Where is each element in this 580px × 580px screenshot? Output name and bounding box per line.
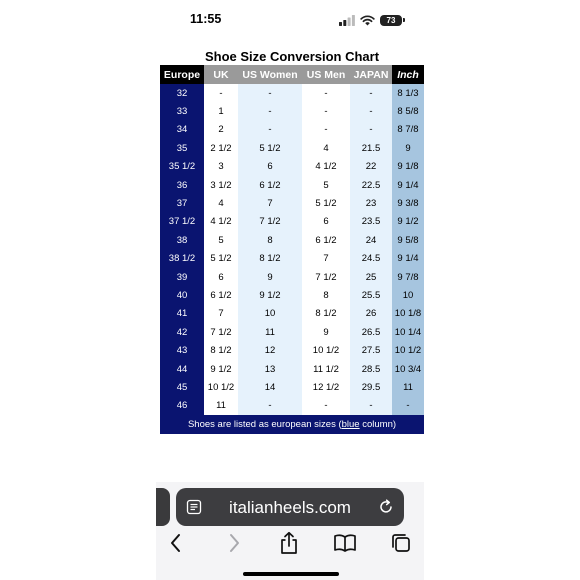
cell-us-men: 5 xyxy=(302,176,350,194)
cell-europe: 38 xyxy=(160,231,204,249)
cell-europe: 39 xyxy=(160,268,204,286)
cell-japan: 26 xyxy=(350,305,392,323)
cell-us-women: 10 xyxy=(238,305,302,323)
cell-europe: 35 xyxy=(160,139,204,157)
wifi-icon xyxy=(360,15,375,26)
cell-us-women: - xyxy=(238,84,302,102)
tabs-icon[interactable] xyxy=(390,532,412,554)
tabs-button[interactable] xyxy=(388,530,414,556)
cell-us-men: 9 xyxy=(302,323,350,341)
cell-inch: 9 1/4 xyxy=(392,250,424,268)
table-row xyxy=(160,121,424,139)
table-row xyxy=(160,158,424,176)
cell-europe: 43 xyxy=(160,341,204,359)
cell-europe: 45 xyxy=(160,378,204,396)
cell-us-men: 7 1/2 xyxy=(302,268,350,286)
cell-us-women: - xyxy=(238,397,302,415)
table-body xyxy=(160,84,424,415)
cell-japan: 24.5 xyxy=(350,250,392,268)
cell-us-men: 8 xyxy=(302,286,350,304)
forward-button[interactable] xyxy=(221,530,247,556)
column-header-europe: Europe xyxy=(160,65,204,84)
cell-inch: 9 1/8 xyxy=(392,158,424,176)
size-conversion-table xyxy=(160,65,424,434)
cell-us-women: 6 xyxy=(238,158,302,176)
cell-uk: 3 1/2 xyxy=(204,176,238,194)
cell-inch: 8 5/8 xyxy=(392,102,424,120)
cell-europe: 46 xyxy=(160,397,204,415)
cell-japan: 26.5 xyxy=(350,323,392,341)
reload-icon[interactable] xyxy=(377,498,395,516)
home-indicator[interactable] xyxy=(243,572,339,576)
table-row xyxy=(160,378,424,396)
cell-inch: 8 7/8 xyxy=(392,121,424,139)
table-footer xyxy=(160,415,424,434)
cell-inch: 11 xyxy=(392,378,424,396)
cell-us-women: 9 xyxy=(238,268,302,286)
table-row xyxy=(160,305,424,323)
cell-uk: 3 xyxy=(204,158,238,176)
address-bar[interactable] xyxy=(176,488,404,526)
cell-japan: 23 xyxy=(350,194,392,212)
cell-japan: 25 xyxy=(350,268,392,286)
status-icons xyxy=(339,13,402,27)
cell-japan: - xyxy=(350,397,392,415)
bookmarks-button[interactable] xyxy=(332,530,358,556)
cell-us-men: 6 xyxy=(302,213,350,231)
cell-us-women: - xyxy=(238,121,302,139)
cell-inch: 10 1/2 xyxy=(392,341,424,359)
forward-icon[interactable] xyxy=(227,533,241,553)
footer-suffix: column) xyxy=(359,419,397,431)
cell-japan: 25.5 xyxy=(350,286,392,304)
browser-bottom-bar xyxy=(156,482,424,580)
table-row xyxy=(160,139,424,157)
cell-us-men: 4 1/2 xyxy=(302,158,350,176)
status-time: 11:55 xyxy=(190,12,222,26)
share-button[interactable] xyxy=(276,530,302,556)
battery-icon xyxy=(380,15,402,26)
cell-us-men: - xyxy=(302,397,350,415)
column-header-uk: UK xyxy=(204,65,238,84)
cell-japan: - xyxy=(350,102,392,120)
url-text[interactable]: italianheels.com xyxy=(229,498,351,517)
chart-title: Shoe Size Conversion Chart xyxy=(204,49,380,64)
table-row xyxy=(160,323,424,341)
cell-europe: 37 xyxy=(160,194,204,212)
cell-inch: 9 5/8 xyxy=(392,231,424,249)
cell-japan: 24 xyxy=(350,231,392,249)
cell-japan: 22 xyxy=(350,158,392,176)
cell-uk: 5 1/2 xyxy=(204,250,238,268)
cell-uk: 4 xyxy=(204,194,238,212)
signal-icon xyxy=(339,15,355,26)
cell-us-men: - xyxy=(302,84,350,102)
column-header-us-women: US Women xyxy=(238,65,302,84)
cell-us-women: 8 1/2 xyxy=(238,250,302,268)
cell-us-men: 11 1/2 xyxy=(302,360,350,378)
previous-tab-handle[interactable] xyxy=(156,488,170,526)
cell-japan: 23.5 xyxy=(350,213,392,231)
cell-us-men: 10 1/2 xyxy=(302,341,350,359)
cell-uk: 10 1/2 xyxy=(204,378,238,396)
cell-europe: 41 xyxy=(160,305,204,323)
back-icon[interactable] xyxy=(169,533,183,553)
cell-inch: 9 3/8 xyxy=(392,194,424,212)
cell-us-men: 4 xyxy=(302,139,350,157)
bookmarks-icon[interactable] xyxy=(333,533,357,553)
cell-europe: 35 1/2 xyxy=(160,158,204,176)
footer-prefix: Shoes are listed as european sizes ( xyxy=(187,419,342,431)
table-row xyxy=(160,286,424,304)
cell-us-women: 7 1/2 xyxy=(238,213,302,231)
cell-us-women: 12 xyxy=(238,341,302,359)
cell-inch: 9 1/4 xyxy=(392,176,424,194)
column-header-us-men: US Men xyxy=(302,65,350,84)
cell-uk: 8 1/2 xyxy=(204,341,238,359)
cell-uk: 2 1/2 xyxy=(204,139,238,157)
status-bar xyxy=(156,6,424,34)
cell-japan: 21.5 xyxy=(350,139,392,157)
cell-japan: 27.5 xyxy=(350,341,392,359)
cell-us-women: 5 1/2 xyxy=(238,139,302,157)
cell-uk: 1 xyxy=(204,102,238,120)
column-header-japan: JAPAN xyxy=(350,65,392,84)
cell-uk: 11 xyxy=(204,397,238,415)
cell-europe: 32 xyxy=(160,84,204,102)
cell-inch: 10 1/8 xyxy=(392,305,424,323)
cell-inch: 8 1/3 xyxy=(392,84,424,102)
table-row xyxy=(160,213,424,231)
cell-japan: 28.5 xyxy=(350,360,392,378)
table-row xyxy=(160,194,424,212)
cell-us-men: 6 1/2 xyxy=(302,231,350,249)
cell-us-men: 5 1/2 xyxy=(302,194,350,212)
cell-inch: 9 7/8 xyxy=(392,268,424,286)
cell-us-men: 12 1/2 xyxy=(302,378,350,396)
cell-inch: 9 1/2 xyxy=(392,213,424,231)
cell-us-women: 13 xyxy=(238,360,302,378)
cell-japan: - xyxy=(350,84,392,102)
cell-inch: 10 xyxy=(392,286,424,304)
cell-uk: 5 xyxy=(204,231,238,249)
battery-level: 73 xyxy=(386,15,396,25)
cell-uk: 6 xyxy=(204,268,238,286)
cell-europe: 40 xyxy=(160,286,204,304)
cell-japan: - xyxy=(350,121,392,139)
cell-uk: 2 xyxy=(204,121,238,139)
table-row xyxy=(160,102,424,120)
cell-europe: 42 xyxy=(160,323,204,341)
cell-inch: 10 3/4 xyxy=(392,360,424,378)
cell-uk: 4 1/2 xyxy=(204,213,238,231)
cell-europe: 33 xyxy=(160,102,204,120)
cell-inch: 10 1/4 xyxy=(392,323,424,341)
back-button[interactable] xyxy=(163,530,189,556)
cell-us-women: - xyxy=(238,102,302,120)
table-row xyxy=(160,250,424,268)
cell-us-women: 11 xyxy=(238,323,302,341)
table-row xyxy=(160,176,424,194)
share-icon[interactable] xyxy=(279,531,299,555)
cell-us-women: 8 xyxy=(238,231,302,249)
cell-us-women: 7 xyxy=(238,194,302,212)
cell-uk: 7 xyxy=(204,305,238,323)
cell-us-men: 8 1/2 xyxy=(302,305,350,323)
table-row xyxy=(160,84,424,102)
table-row xyxy=(160,341,424,359)
cell-us-women: 9 1/2 xyxy=(238,286,302,304)
cell-europe: 44 xyxy=(160,360,204,378)
cell-uk: 7 1/2 xyxy=(204,323,238,341)
cell-europe: 37 1/2 xyxy=(160,213,204,231)
footer-link-blue[interactable]: blue xyxy=(341,419,360,431)
table-row xyxy=(160,360,424,378)
cell-japan: 22.5 xyxy=(350,176,392,194)
cell-europe: 38 1/2 xyxy=(160,250,204,268)
cell-europe: 34 xyxy=(160,121,204,139)
table-row xyxy=(160,268,424,286)
column-header-inch: Inch xyxy=(392,65,424,84)
cell-uk: 6 1/2 xyxy=(204,286,238,304)
cell-us-women: 14 xyxy=(238,378,302,396)
table-row xyxy=(160,231,424,249)
cell-europe: 36 xyxy=(160,176,204,194)
cell-inch: 9 xyxy=(392,139,424,157)
cell-japan: 29.5 xyxy=(350,378,392,396)
cell-us-men: - xyxy=(302,121,350,139)
cell-uk: - xyxy=(204,84,238,102)
cell-us-women: 6 1/2 xyxy=(238,176,302,194)
table-row xyxy=(160,397,424,415)
cell-uk: 9 1/2 xyxy=(204,360,238,378)
cell-us-men: - xyxy=(302,102,350,120)
cell-inch: - xyxy=(392,397,424,415)
table-footer-row xyxy=(160,415,424,434)
table-header-row xyxy=(160,65,424,84)
cell-us-men: 7 xyxy=(302,250,350,268)
